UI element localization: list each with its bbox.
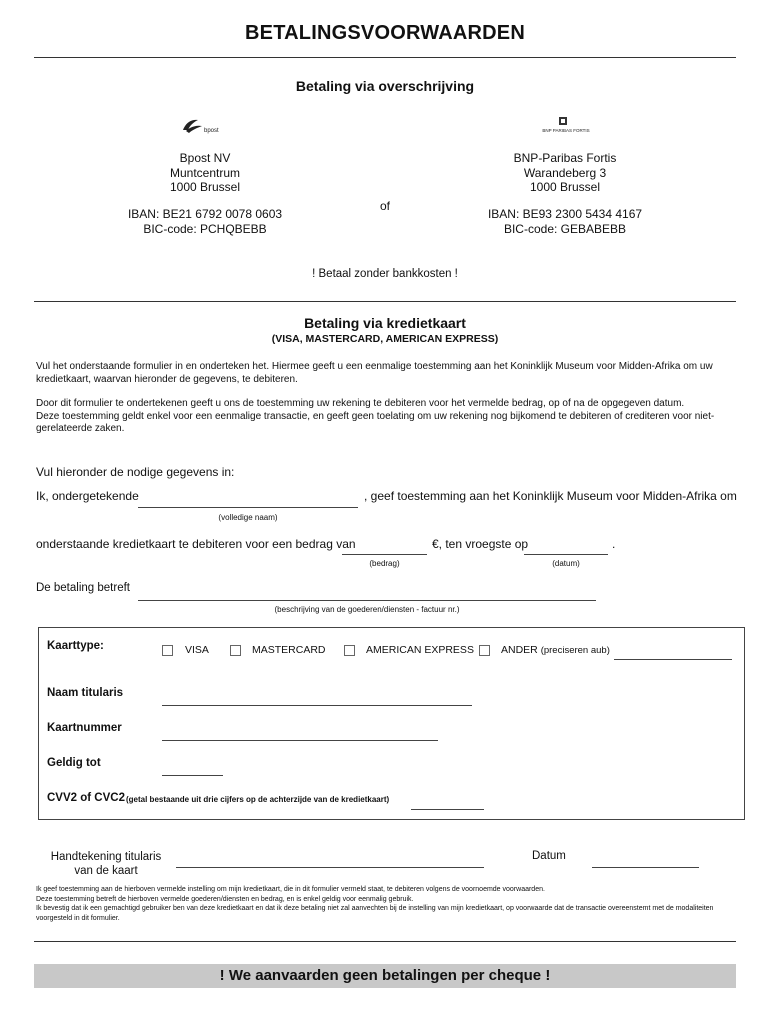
- bpost-logo-text: bpost: [204, 128, 219, 134]
- signature-label-line-2: van de kaart: [74, 865, 138, 877]
- card-type-label: Kaarttype:: [47, 640, 104, 652]
- bpost-logo: [180, 116, 250, 136]
- mastercard-checkbox[interactable]: [230, 645, 241, 656]
- other-label: ANDER: [501, 644, 538, 656]
- amex-label: AMERICAN EXPRESS: [366, 644, 474, 656]
- signature-label-line-1: Handtekening titularis: [50, 851, 162, 863]
- fine-print: [36, 885, 736, 923]
- fullname-caption: (volledige naam): [218, 513, 278, 522]
- divider: [34, 941, 736, 942]
- consent-line-2: Deze toestemming geldt enkel voor een eenmalige transactie, en geeft geen toelating om uw rekening nog bijkomend te debiteren of crediteren voor niet-gerelateerde zaken.: [36, 410, 715, 434]
- bpost-street: Muntcentrum: [169, 165, 241, 180]
- bnp-name: BNP-Paribas Fortis: [513, 151, 617, 165]
- bnp-bic: BIC-code: GEBABEBB: [503, 221, 627, 236]
- undersigned-label: Ik, ondergetekende: [36, 489, 139, 503]
- bpost-address: [100, 151, 310, 195]
- signature-date-label: Datum: [532, 850, 566, 862]
- cvv-label: CVV2 of CVC2: [47, 792, 125, 804]
- signature-field[interactable]: [176, 867, 484, 868]
- description-caption: (beschrijving van de goederen/diensten - factuur nr.): [274, 605, 460, 614]
- visa-checkbox[interactable]: [162, 645, 173, 656]
- signature-date-field[interactable]: [592, 867, 699, 868]
- bpost-bank-details: [90, 207, 320, 236]
- bpost-city: 1000 Brussel: [169, 180, 241, 194]
- no-fees-note: ! Betaal zonder bankkosten !: [312, 268, 458, 280]
- amount-field[interactable]: [342, 554, 427, 555]
- card-consent-paragraph: [36, 398, 736, 436]
- form-intro: Vul hieronder de nodige gegevens in:: [36, 465, 235, 479]
- other-card-field[interactable]: [614, 659, 732, 660]
- page-title: BETALINGSVOORWAARDEN: [245, 22, 525, 44]
- transfer-heading: Betaling via overschrijving: [295, 78, 475, 94]
- other-checkbox[interactable]: [479, 645, 490, 656]
- bnp-city: 1000 Brussel: [529, 180, 601, 194]
- period: .: [612, 537, 616, 551]
- amount-caption: (bedrag): [369, 559, 400, 568]
- bpost-iban: IBAN: BE21 6792 0078 0603: [127, 207, 283, 221]
- bnp-street: Warandeberg 3: [523, 165, 607, 180]
- date-field[interactable]: [524, 554, 608, 555]
- divider: [34, 301, 736, 302]
- consent-line-1: Door dit formulier te ondertekenen geeft u ons de toestemming uw rekening te debiteren voor het vermelde bedrag, op of na de opgegeven datum.: [36, 398, 685, 409]
- fine-print-line: Ik geef toestemming aan de hierboven vermelde instelling om mijn kredietkaart, die in dit formulier vermeld staat, te debiteren volgens de voornoemde voorwaarden.: [36, 886, 545, 893]
- no-cheque-banner: ! We aanvaarden geen betalingen per cheque !: [34, 964, 736, 988]
- card-number-label: Kaartnummer: [47, 722, 122, 734]
- debit-label: onderstaande kredietkaart te debiteren voor een bedrag van: [36, 537, 356, 551]
- bnp-logo-text: BNP PARIBAS FORTIS: [542, 128, 590, 133]
- fine-print-line: Deze toestemming betreft de hierboven vermelde goederen/diensten en bedrag, en is enkel geldig voor eenmalig gebruik.: [36, 895, 414, 903]
- fine-print-line: Ik bevestig dat ik een gemachtigd gebruiker ben van deze kredietkaart en dat ik deze betaling niet zal aanvechten bij de instelling van mijn kredietkaart, op voorwaarde dat de transactie overeenstemt met de modaliteiten voorgesteld in dit formulier.: [36, 905, 714, 922]
- other-hint: (preciseren aub): [540, 645, 610, 656]
- or-label: of: [379, 199, 390, 213]
- mastercard-label: MASTERCARD: [252, 644, 326, 656]
- holder-field[interactable]: [162, 705, 472, 706]
- card-number-field[interactable]: [162, 740, 438, 741]
- date-caption: (datum): [552, 559, 580, 568]
- bnp-bank-details: [450, 207, 680, 236]
- visa-label: VISA: [185, 644, 209, 656]
- divider: [34, 57, 736, 58]
- valid-until-field[interactable]: [162, 775, 223, 776]
- cvv-hint: (getal bestaande uit drie cijfers op de achterzijde van de kredietkaart): [126, 795, 390, 804]
- bnp-paribas-logo: [540, 115, 592, 139]
- cvv-field[interactable]: [411, 809, 484, 810]
- fullname-field[interactable]: [138, 507, 358, 508]
- description-field[interactable]: [138, 600, 596, 601]
- bnp-address: [460, 151, 670, 195]
- signature-label: [36, 850, 176, 878]
- other-option: [501, 644, 610, 656]
- consent-text: , geef toestemming aan het Koninklijk Museum voor Midden-Afrika om: [364, 489, 737, 503]
- bpost-name: Bpost NV: [179, 151, 231, 165]
- card-heading: Betaling via kredietkaart: [304, 315, 466, 331]
- card-intro-paragraph: Vul het onderstaande formulier in en onderteken het. Hiermee geeft u een eenmalige toestemming aan het Koninklijk Museum voor Midden-Afrika om uw kredietkaart, waarvan hieronder de gegevens, te debiteren.: [36, 361, 713, 385]
- amex-checkbox[interactable]: [344, 645, 355, 656]
- valid-until-label: Geldig tot: [47, 757, 101, 769]
- holder-label: Naam titularis: [47, 687, 124, 699]
- bnp-iban: IBAN: BE93 2300 5434 4167: [487, 207, 643, 221]
- concerns-label: De betaling betreft: [36, 582, 130, 594]
- card-subheading: (VISA, MASTERCARD, AMERICAN EXPRESS): [271, 333, 499, 345]
- bpost-bic: BIC-code: PCHQBEBB: [143, 221, 267, 236]
- earliest-label: €, ten vroegste op: [432, 537, 529, 551]
